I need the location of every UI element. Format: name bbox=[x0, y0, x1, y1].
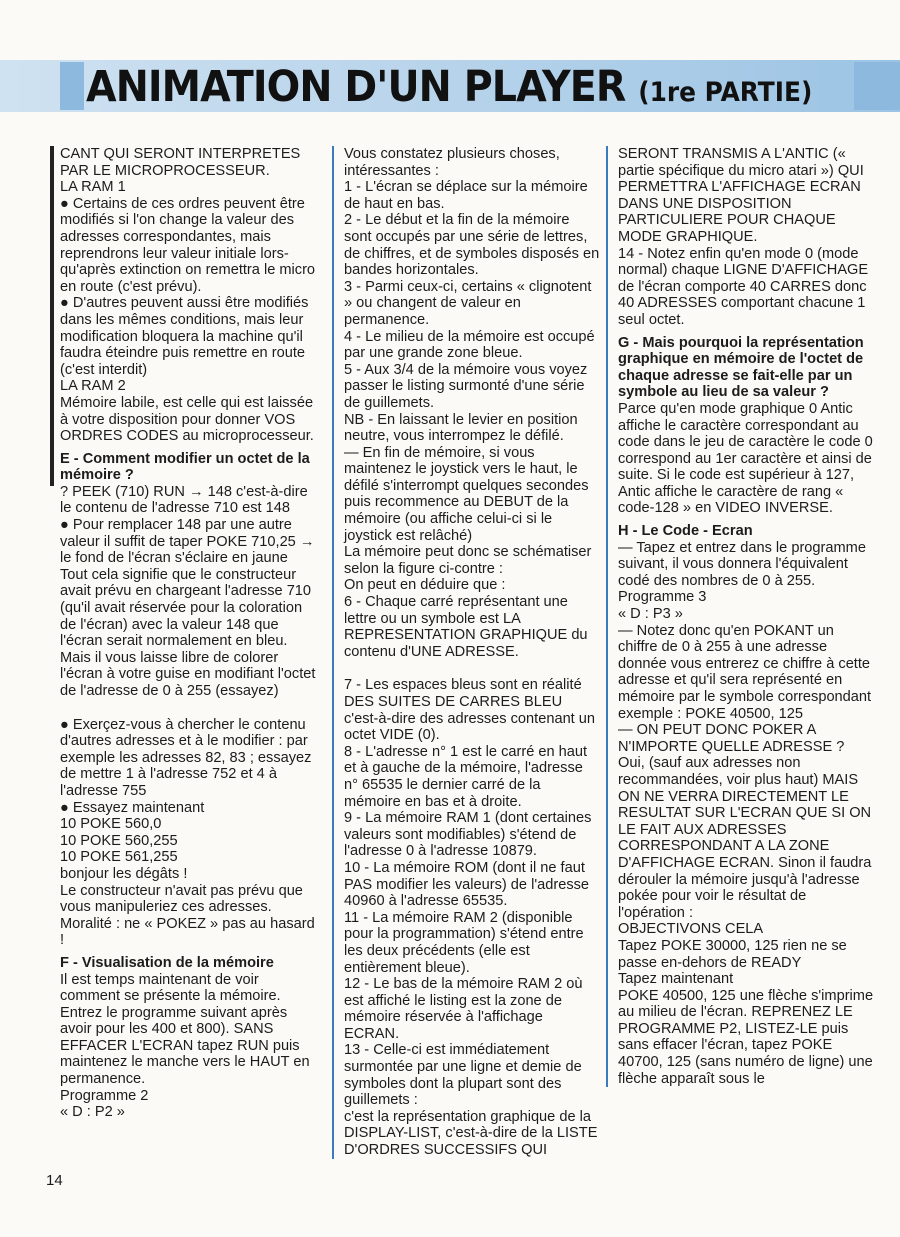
paragraph: NB - En laissant le levier en position neutre, vous interrompez le défilé. bbox=[344, 411, 578, 445]
paragraph: CANT QUI SERONT INTERPRETES PAR LE MICROPROCESSEUR. bbox=[60, 146, 301, 179]
paragraph: — ON PEUT DONC POKER A N'IMPORTE QUELLE ADRESSE ? bbox=[618, 722, 845, 755]
paragraph: 10 POKE 561,255 bbox=[60, 849, 178, 866]
paragraph: 13 - Celle-ci est immédiatement surmontée par une ligne et demie de symboles dont la plupart sont des guillemets : bbox=[344, 1042, 582, 1109]
paragraph: 1 - L'écran se déplace sur la mémoire de haut en bas. bbox=[344, 179, 588, 212]
column-1 bbox=[50, 146, 318, 1121]
paragraph: LA RAM 1 bbox=[60, 179, 126, 196]
paragraph: c'est la représentation graphique de la DISPLAY-LIST, c'est-à-dire de la LISTE D'ORDRES SUCCESSIFS QUI bbox=[344, 1108, 598, 1159]
paragraph: La mémoire peut donc se schématiser selon la figure ci-contre : bbox=[344, 544, 592, 577]
title-band-accent-right bbox=[854, 62, 900, 110]
title-band-accent-left bbox=[60, 62, 84, 110]
paragraph: 8 - L'adresse n° 1 est le carré en haut et à gauche de la mémoire, l'adresse n° 65535 le dernier carré de la mémoire en bas et à droite. bbox=[344, 743, 588, 810]
page-number: 14 bbox=[46, 1172, 63, 1189]
paragraph: bonjour les dégâts ! bbox=[60, 865, 188, 882]
column-2 bbox=[332, 146, 600, 1159]
paragraph: ● D'autres peuvent aussi être modifiés dans les mêmes conditions, mais leur modification bloquera la machine qu'il faudra éteindre puis remettre en route (c'est interdit) bbox=[60, 295, 309, 378]
paragraph: Il est temps maintenant de voir comment se présente la mémoire. Entrez le programme suivant après avoir pour les 400 et 800). SANS EFFACER L'ECRAN tapez RUN puis maintenez le manche vers le HAUT en permanence. bbox=[60, 971, 310, 1088]
title-subtitle: (1re PARTIE) bbox=[638, 77, 813, 108]
paragraph: Parce qu'en mode graphique 0 Antic affiche le caractère correspondant au code dans le jeu de caractère le code 0 correspond au 1er caractère et ainsi de suite. Si le code est supérieur à 127, Antic affiche le caractère de rang « code-128 » en VIDEO INVERSE. bbox=[618, 400, 873, 517]
paragraph: 10 POKE 560,0 bbox=[60, 816, 162, 833]
paragraph: Tout cela signifie que le constructeur avait prévu en chargeant l'adresse 710 (qu'il avait réservée pour la coloration de l'écran) avec la valeur 148 que l'écran serait normalement en bleu. Mais il vous laisse libre de colorer l'écran à votre guise en modifiant l'octet de l'adresse de 0 à 255 (essayez) bbox=[60, 566, 316, 699]
paragraph: « D : P2 » bbox=[60, 1104, 125, 1121]
paragraph: Le constructeur n'avait pas prévu que vous manipuleriez ces adresses. Moralité : ne « POKEZ » pas au hasard ! bbox=[60, 882, 315, 949]
paragraph: 11 - La mémoire RAM 2 (disponible pour la programmation) s'étend entre les deux précédents (elle est entièrement bleue). bbox=[344, 909, 584, 976]
paragraph: LA RAM 2 bbox=[60, 378, 126, 395]
paragraph: « D : P3 » bbox=[618, 606, 683, 623]
paragraph: 14 - Notez enfin qu'en mode 0 (mode normal) chaque LIGNE D'AFFICHAGE de l'écran comporte 40 CARRES donc 40 ADRESSES comportant chacune 1 seul octet. bbox=[618, 245, 869, 328]
paragraph: Tapez maintenant bbox=[618, 971, 734, 988]
paragraph: ? PEEK (710) RUN → 148 c'est-à-dire le contenu de l'adresse 710 est 148 bbox=[60, 483, 308, 517]
paragraph: Tapez POKE 30000, 125 rien ne se passe en-dehors de READY bbox=[618, 937, 847, 971]
section-heading: F - Visualisation de la mémoire bbox=[60, 954, 274, 971]
paragraph: Programme 3 bbox=[618, 589, 707, 606]
paragraph: OBJECTIVONS CELA bbox=[618, 921, 764, 938]
paragraph: SERONT TRANSMIS A L'ANTIC (« partie spécifique du micro atari ») QUI PERMETTRA L'AFFICHAGE ECRAN DANS UNE DISPOSITION PARTICULIERE POUR CHAQUE MODE GRAPHIQUE. bbox=[618, 146, 864, 245]
paragraph: Mémoire labile, est celle qui est laissée à votre disposition pour donner VOS ORDRES CODES au microprocesseur. bbox=[60, 394, 314, 445]
page-title bbox=[86, 60, 812, 112]
paragraph: 10 POKE 560,255 bbox=[60, 832, 178, 849]
paragraph: 2 - Le début et la fin de la mémoire sont occupés par une série de lettres, de chiffres, et de symboles disposés en bandes horizontales. bbox=[344, 212, 600, 279]
section-heading: E - Comment modifier un octet de la mémoire ? bbox=[60, 450, 310, 484]
paragraph: Programme 2 bbox=[60, 1087, 149, 1104]
section-heading: H - Le Code - Ecran bbox=[618, 523, 753, 540]
paragraph: 9 - La mémoire RAM 1 (dont certaines valeurs sont modifiables) s'étend de l'adresse 0 à l'adresse 10879. bbox=[344, 810, 592, 860]
paragraph: 7 - Les espaces bleus sont en réalité DES SUITES DE CARRES BLEU c'est-à-dire des adresses contenant un octet VIDE (0). bbox=[344, 677, 596, 744]
paragraph: 10 - La mémoire ROM (dont il ne faut PAS modifier les valeurs) de l'adresse 40960 à l'adresse 65535. bbox=[344, 859, 590, 910]
paragraph: Oui, (sauf aux adresses non recommandées, voir plus haut) MAIS ON NE VERRA DIRECTEMENT LE RESULTAT SUR L'ECRAN QUE SI ON LE FAIT AUX ADRESSES CORRESPONDANT A LA ZONE D'AFFICHAGE ECRAN. Sinon il faudra dérouler la mémoire jusqu'à l'adresse pokée pour voir le résultat de l'opération : bbox=[618, 755, 872, 921]
column-3 bbox=[606, 146, 876, 1087]
paragraph: ● Pour remplacer 148 par une autre valeur il suffit de taper POKE 710,25 → le fond de l'écran s'éclaire en jaune bbox=[60, 517, 315, 567]
paragraph: POKE 40500, 125 une flèche s'imprime au milieu de l'écran. REPRENEZ LE PROGRAMME P2, LISTEZ-LE puis sans effacer l'écran, tapez POKE 40700, 125 (sans numéro de ligne) une flèche apparaît sous le bbox=[618, 987, 874, 1087]
paragraph: ● Essayez maintenant bbox=[60, 799, 205, 816]
paragraph: 6 - Chaque carré représentant une lettre ou un symbole est LA REPRESENTATION GRAPHIQUE du contenu d'UNE ADRESSE. bbox=[344, 594, 588, 660]
paragraph: On peut en déduire que : bbox=[344, 577, 506, 594]
paragraph: ● Certains de ces ordres peuvent être modifiés si l'on change la valeur des adresses correspondantes, mais reprendrons leur valeur initiale lors-qu'après extinction on remettra le micro en route (c'est prévu). bbox=[60, 195, 316, 295]
paragraph: — Notez donc qu'en POKANT un chiffre de 0 à 255 à une adresse donnée vous entrerez ce chiffre à cette adresse et qu'il sera représenté en mémoire par le symbole correspondant bbox=[618, 622, 872, 705]
paragraph: Vous constatez plusieurs choses, intéressantes : bbox=[344, 146, 560, 179]
paragraph: — En fin de mémoire, si vous maintenez le joystick vers le haut, le défilé s'interrompt quelques secondes puis recommence au DEBUT de la mémoire (ou affiche celui-ci si le joystick est relâché) bbox=[344, 444, 589, 544]
paragraph: 12 - Le bas de la mémoire RAM 2 où est affiché le listing est la zone de mémoire réservée à l'affichage ECRAN. bbox=[344, 976, 583, 1042]
paragraph: 3 - Parmi ceux-ci, certains « clignotent » ou changent de valeur en permanence. bbox=[344, 278, 592, 328]
section-heading: G - Mais pourquoi la représentation graphique en mémoire de l'octet de chaque adresse se fait-elle par un symbole au lieu de sa valeur ? bbox=[618, 334, 864, 401]
title-main: ANIMATION D'UN PLAYER bbox=[86, 62, 626, 112]
paragraph: exemple : POKE 40500, 125 bbox=[618, 705, 803, 722]
paragraph: — Tapez et entrez dans le programme suivant, il vous donnera l'équivalent codé des nombres de 0 à 255. bbox=[618, 539, 866, 589]
paragraph: ● Exerçez-vous à chercher le contenu d'autres adresses et à le modifier : par exemple les adresses 82, 83 ; essayez de mettre 1 à l'adresse 752 et 4 à l'adresse 755 bbox=[60, 716, 312, 799]
paragraph: 5 - Aux 3/4 de la mémoire vous voyez passer le listing surmonté d'une série de guillemets. bbox=[344, 361, 588, 411]
paragraph: 4 - Le milieu de la mémoire est occupé par une grande zone bleue. bbox=[344, 328, 595, 362]
